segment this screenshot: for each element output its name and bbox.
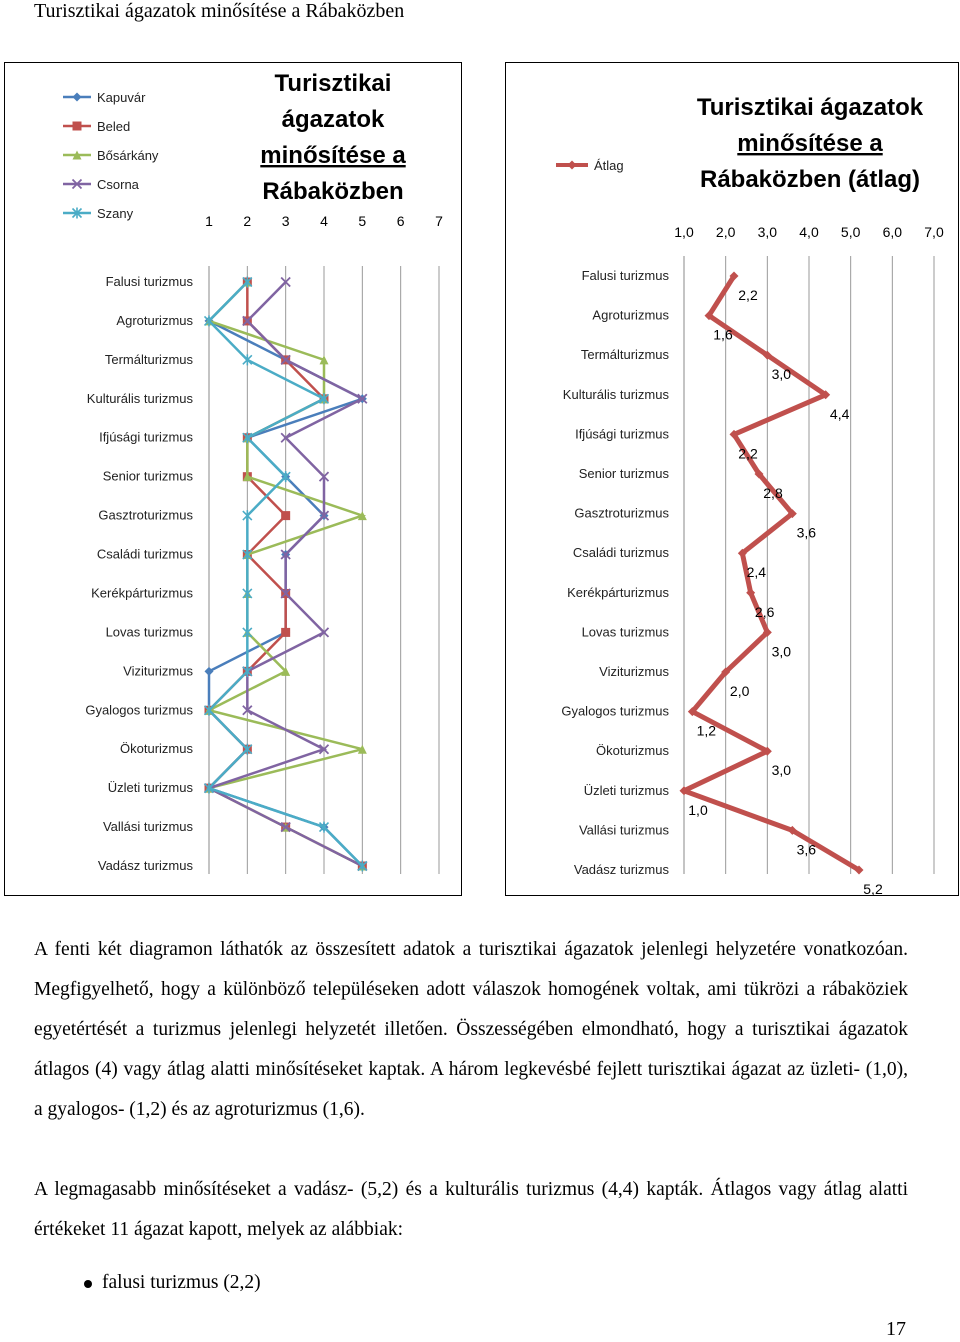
category-label-vadasz-turizmus: Vadász turizmus <box>97 858 193 873</box>
chart2-title-line: minősítése a <box>737 130 883 157</box>
data-label: 2,8 <box>763 485 783 501</box>
category-label-csaladi-turizmus: Családi turizmus <box>96 546 193 562</box>
x-tick-label: 7,0 <box>924 224 944 240</box>
x-tick-label: 1,0 <box>674 224 694 240</box>
x-tick-label: 5,0 <box>840 224 861 240</box>
data-label: 4,4 <box>829 405 850 422</box>
chart2-title-line: Turisztikai ágazatok <box>696 94 924 121</box>
category-label-uzleti-turizmus: Üzleti turizmus <box>107 780 193 796</box>
category-label-senior-turizmus: Senior turizmus <box>102 468 193 484</box>
x-tick-label: 1 <box>205 213 213 229</box>
page-number: 17 <box>886 1318 906 1340</box>
chart1-title-line: Turisztikai <box>274 70 392 97</box>
x-tick-label: 4,0 <box>799 224 819 240</box>
category-label-okoturizmus: Ökoturizmus <box>120 741 193 757</box>
data-label: 2,2 <box>738 445 758 462</box>
category-label-csaladi-turizmus: Családi turizmus <box>572 545 669 561</box>
category-label-agroturizmus: Agroturizmus <box>592 307 669 323</box>
x-tick-label: 3 <box>281 213 290 229</box>
category-label-kerekparturizmus: Kerékpárturizmus <box>91 585 193 601</box>
x-tick-label: 5 <box>358 213 367 229</box>
category-label-vadasz-turizmus: Vadász turizmus <box>573 862 669 877</box>
category-label-lovas-turizmus: Lovas turizmus <box>581 624 669 640</box>
x-tick-label: 7 <box>435 213 443 229</box>
data-label: 3,6 <box>796 524 817 541</box>
paragraph-summary <box>34 930 908 1130</box>
legend-label-atlag: Átlag <box>594 158 624 173</box>
point-beled <box>281 511 290 520</box>
category-label-gyalogos-turizmus: Gyalogos turizmus <box>85 702 193 718</box>
bullet-item-text: falusi turizmus (2,2) <box>102 1272 261 1293</box>
category-label-viziturizmus: Viziturizmus <box>123 663 193 679</box>
data-label: 1,0 <box>688 801 708 818</box>
x-tick-label: 2,0 <box>715 224 736 240</box>
x-tick-label: 2 <box>243 213 252 229</box>
x-tick-label: 6 <box>396 213 405 229</box>
data-label: 5,2 <box>863 881 883 895</box>
chart2-title-line: Rábaközben (átlag) <box>699 166 921 193</box>
category-label-termalturizmus: Termálturizmus <box>580 347 669 363</box>
chart-average <box>505 62 959 896</box>
data-label: 2,6 <box>754 603 775 620</box>
data-label: 1,2 <box>696 722 717 739</box>
chart1-title-line: minősítése a <box>260 142 406 169</box>
chart-settlements <box>4 62 462 896</box>
category-label-vallasi-turizmus: Vallási turizmus <box>578 822 669 838</box>
data-label: 1,6 <box>713 326 733 343</box>
legend-label-beled: Beled <box>97 119 131 134</box>
data-label: 3,6 <box>796 841 817 858</box>
legend-marker-atlag <box>568 161 577 170</box>
bullet-dot-icon <box>84 1280 92 1288</box>
chart1-title-line: Rábaközben <box>262 178 404 205</box>
category-label-viziturizmus: Viziturizmus <box>599 664 669 679</box>
point-szany <box>243 588 252 599</box>
legend-label-kapuvar: Kapuvár <box>97 90 146 105</box>
data-label: 3,0 <box>771 366 792 383</box>
x-tick-label: 6,0 <box>882 224 903 240</box>
legend-label-bosarkany: Bősárkány <box>97 148 159 163</box>
category-label-kulturalis-turizmus: Kulturális turizmus <box>562 386 669 402</box>
category-label-lovas-turizmus: Lovas turizmus <box>105 624 193 640</box>
legend-marker-beled <box>73 122 82 131</box>
series-line-atlag <box>684 276 859 870</box>
legend-label-szany: Szany <box>97 206 134 221</box>
chart-settlements-svg <box>5 63 461 895</box>
paragraph-1: A fenti két diagramon láthatók az összesített adatok a turisztikai ágazatok jelenlegi helyzetére vonatkozóan. Megfigyelhető, hogy a különböző településeken adott válaszok homogének voltak, ami tükrözi a rábaköziek egyetértését a turizmus jelenlegi helyzetét illetően. Összességében elmondható, hogy a turisztikai ágazatok átlagos (4) vagy átlag alatti minősítéseket kaptak. A három legkevésbé fejlett turisztikai ágazat az üzleti- (1,0), a gyalogos- (1,2) és az agroturizmus (1,6). <box>34 939 908 1120</box>
category-label-senior-turizmus: Senior turizmus <box>578 466 669 481</box>
data-label: 2,4 <box>746 564 767 581</box>
category-label-gasztroturizmus: Gasztroturizmus <box>574 505 669 521</box>
data-label: 3,0 <box>771 643 792 660</box>
category-label-falusi-turizmus: Falusi turizmus <box>581 268 669 283</box>
category-label-ifjusagi-turizmus: Ifjúsági turizmus <box>99 429 193 445</box>
category-label-kerekparturizmus: Kerékpárturizmus <box>567 584 669 600</box>
point-szany <box>243 627 252 638</box>
chart-average-svg <box>506 63 958 895</box>
paragraph-highest <box>34 1170 908 1250</box>
legend-label-csorna: Csorna <box>97 177 139 192</box>
point-beled <box>281 628 290 637</box>
category-label-gyalogos-turizmus: Gyalogos turizmus <box>561 703 669 719</box>
category-label-gasztroturizmus: Gasztroturizmus <box>98 507 193 523</box>
page-heading: Turisztikai ágazatok minősítése a Rábaközben <box>34 0 405 22</box>
point-kapuvar <box>205 667 214 676</box>
x-tick-label: 4 <box>320 213 328 229</box>
category-label-okoturizmus: Ökoturizmus <box>596 743 669 759</box>
point-szany <box>243 510 252 521</box>
category-label-kulturalis-turizmus: Kulturális turizmus <box>86 390 193 406</box>
category-label-uzleti-turizmus: Üzleti turizmus <box>583 782 669 798</box>
category-label-falusi-turizmus: Falusi turizmus <box>105 274 193 289</box>
category-label-termalturizmus: Termálturizmus <box>104 351 193 367</box>
bullet-item <box>84 1272 261 1294</box>
category-label-vallasi-turizmus: Vallási turizmus <box>102 819 193 835</box>
x-tick-label: 3,0 <box>757 224 778 240</box>
data-label: 3,0 <box>771 762 792 779</box>
legend-marker-kapuvar <box>73 93 82 102</box>
category-label-agroturizmus: Agroturizmus <box>116 312 193 328</box>
data-label: 2,2 <box>738 287 758 303</box>
category-label-ifjusagi-turizmus: Ifjúsági turizmus <box>575 426 669 442</box>
paragraph-2: A legmagasabb minősítéseket a vadász- (5,2) és a kulturális turizmus (4,4) kapták. Átlagos vagy átlag alatti értékeket 11 ágazat kapott, melyek az alábbiak: <box>34 1179 908 1240</box>
chart1-title-line: ágazatok <box>281 106 385 133</box>
data-label: 2,0 <box>729 683 750 699</box>
point-szany <box>243 354 252 365</box>
